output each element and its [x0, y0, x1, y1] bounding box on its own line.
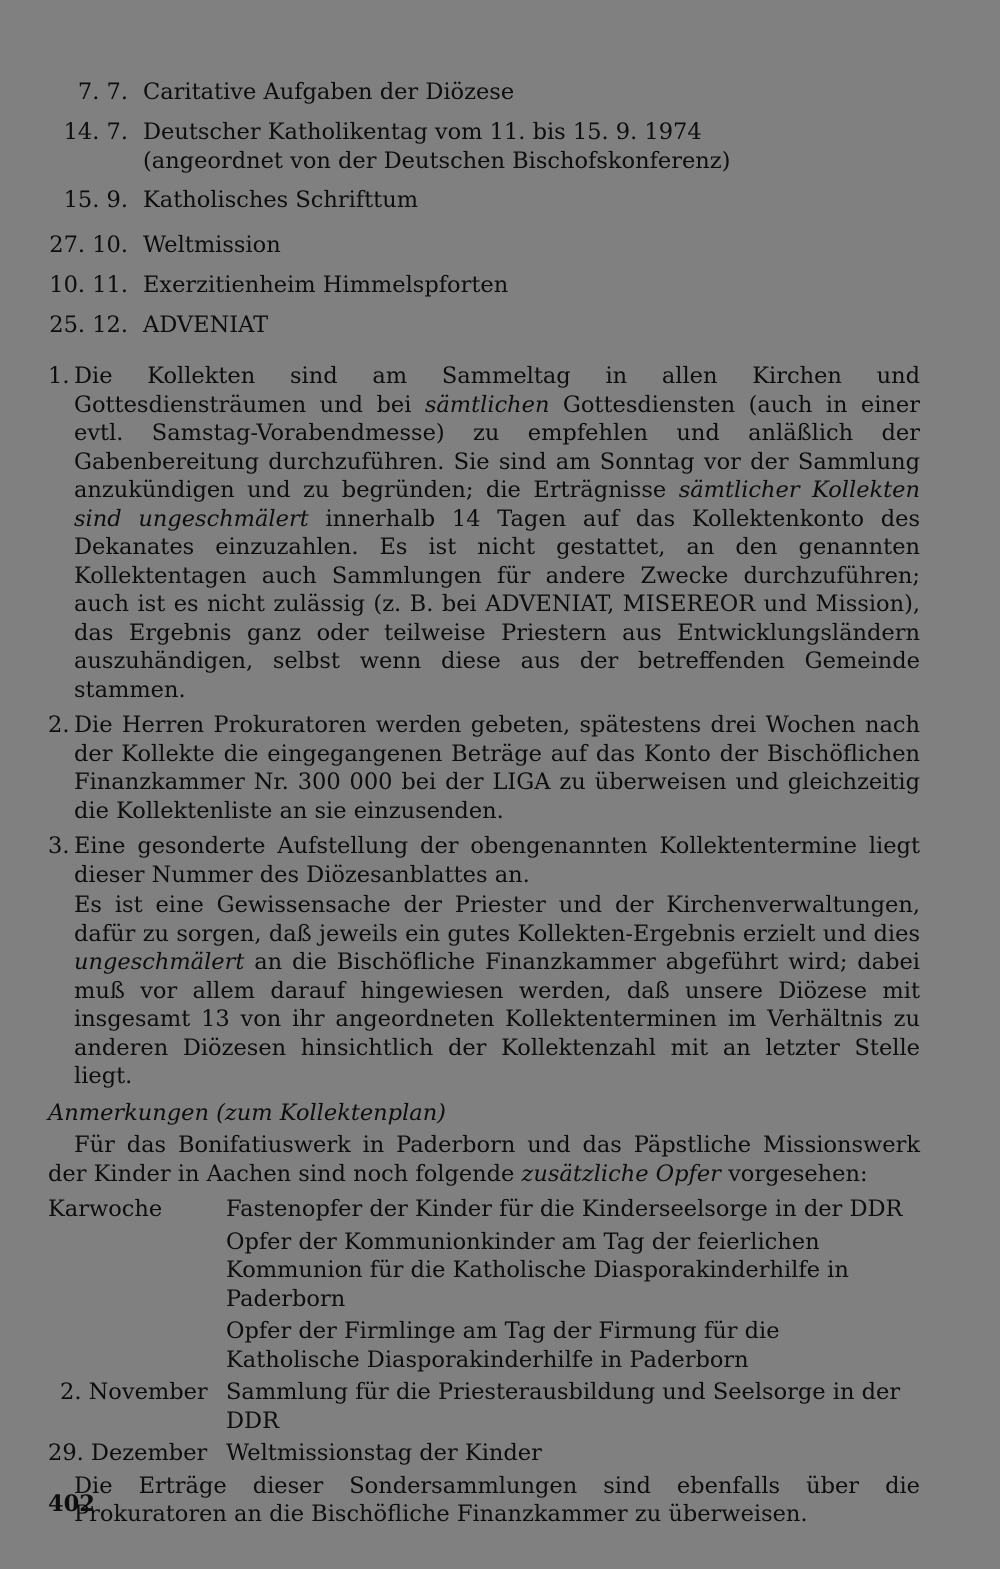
note-text: Sammlung für die Priesterausbildung und Seelsorge in der DDR: [226, 1379, 901, 1434]
date-description: Exerzitienheim Himmelspforten: [143, 272, 509, 298]
page-number: 402: [48, 1491, 95, 1517]
date-label: 15. 9.: [63, 187, 128, 213]
text-run: innerhalb 14 Tagen auf das Kollektenkonto des Dekanates einzuzahlen. Es ist nicht gestattet, an den genannten Kollektentagen auch Sammlungen für andere Zwecke durchzuführen; auch ist es nicht zulässig (z. B. bei ADVENIAT, MISEREOR und Mission), das Ergebnis ganz oder teilweise Priestern aus Entwicklungsländern auszuhändigen, selbst wenn diese aus der betreffenden Gemeinde stammen.: [74, 505, 920, 703]
emphasis-text: sämtlicher Kollekten sind ungeschmälert: [74, 477, 920, 532]
date-label: 14. 7.: [63, 119, 128, 145]
date-description: Caritative Aufgaben der Diözese: [143, 79, 515, 105]
date-label: 27. 10.: [49, 232, 128, 258]
emphasis-text: zusätzliche Opfer: [521, 1160, 721, 1187]
numbered-paragraph-2: [48, 711, 920, 825]
date-description: ADVENIAT: [143, 312, 269, 338]
paragraph-text: Die Herren Prokuratoren werden gebeten, spätestens drei Wochen nach der Kollekte die eingegangenen Beträge auf das Konto der Bischöflichen Finanzkammer Nr. 300 000 bei der LIGA zu überweisen und gleichzeitig die Kollektenliste an sie einzusenden.: [74, 712, 920, 824]
notes-heading: Anmerkungen (zum Kollektenplan): [48, 1099, 446, 1126]
text-run: an die Bischöfliche Finanzkammer abgeführt wird; dabei muß vor allem darauf hingewiesen werden, daß unsere Diözese mit insgesamt 13 von ihr angeordneten Kollektenterminen im Verhältnis zu anderen Diözesen hinsichtlich der Kollektenzahl mit an letzter Stelle liegt.: [74, 949, 920, 1089]
paragraph-number: 2.: [48, 712, 70, 738]
date-description: Weltmission: [143, 232, 281, 258]
note-row: [48, 1195, 920, 1224]
note-text: Fastenopfer der Kinder für die Kinderseelsorge in der DDR: [226, 1196, 903, 1222]
note-when: [48, 1317, 226, 1374]
note-when: 2. November: [60, 1379, 208, 1405]
note-when: 29. Dezember: [48, 1440, 208, 1466]
closing-paragraph: Die Erträge dieser Sondersammlungen sind ebenfalls über die Prokuratoren an die Bischöfliche Finanzkammer zu überweisen.: [74, 1472, 920, 1527]
numbered-paragraph-3: [48, 832, 920, 889]
note-row: [48, 1378, 920, 1435]
numbered-paragraph-1: [48, 362, 920, 704]
paragraph-number: 3.: [48, 833, 70, 859]
date-description: Deutscher Katholikentag vom 11. bis 15. 9. 1974: [143, 119, 702, 145]
notes-intro: [48, 1131, 920, 1188]
paragraph-number: 1.: [48, 363, 70, 389]
paragraph-text: Eine gesonderte Aufstellung der obengenannten Kollektentermine liegt dieser Nummer des Diözesanblattes an.: [74, 833, 920, 888]
emphasis-text: ungeschmälert: [74, 949, 245, 975]
note-text: Weltmissionstag der Kinder: [226, 1440, 542, 1466]
note-when: [48, 1228, 226, 1314]
text-run: Die Kollekten sind am Sammeltag in allen Kirchen und Gottesdiensträumen und bei: [74, 363, 920, 418]
note-text: Opfer der Firmlinge am Tag der Firmung für die Katholische Diasporakinderhilfe in Paderborn: [226, 1318, 780, 1373]
text-run: Für das Bonifatiuswerk in Paderborn und das Päpstliche Missionswerk der Kinder in Aachen sind noch folgende: [48, 1132, 920, 1187]
note-row: [48, 1317, 920, 1374]
note-row: [48, 1228, 920, 1314]
emphasis-text: sämtlichen: [424, 391, 550, 418]
body-text: [48, 362, 920, 1536]
date-label: 10. 11.: [49, 272, 128, 298]
date-label: 25. 12.: [49, 312, 128, 338]
paragraph-text: [74, 362, 920, 704]
note-text: Opfer der Kommunionkinder am Tag der feierlichen Kommunion für die Katholische Diasporakinderhilfe in Paderborn: [226, 1228, 849, 1312]
note-when: Karwoche: [48, 1196, 163, 1222]
text-run: Es ist eine Gewissensache der Priester und der Kirchenverwaltungen, dafür zu sorgen, daß jeweils ein gutes Kollekten-Ergebnis erzielt und dies: [74, 892, 920, 947]
date-description-continued: (angeordnet von der Deutschen Bischofskonferenz): [143, 148, 731, 174]
text-run: vorgesehen:: [720, 1160, 868, 1187]
text-run: Gottesdiensten (auch in einer evtl. Samstag-Vorabendmesse) zu empfehlen und anläßlich der Gabenbereitung durchzuführen. Sie sind am Sonntag vor der Sammlung anzukündigen und zu begründen; die Erträgnisse: [74, 391, 920, 503]
conscience-paragraph: [74, 891, 920, 1091]
note-row: [48, 1439, 920, 1468]
date-description: Katholisches Schrifttum: [143, 187, 419, 213]
date-label: 7. 7.: [77, 79, 128, 105]
